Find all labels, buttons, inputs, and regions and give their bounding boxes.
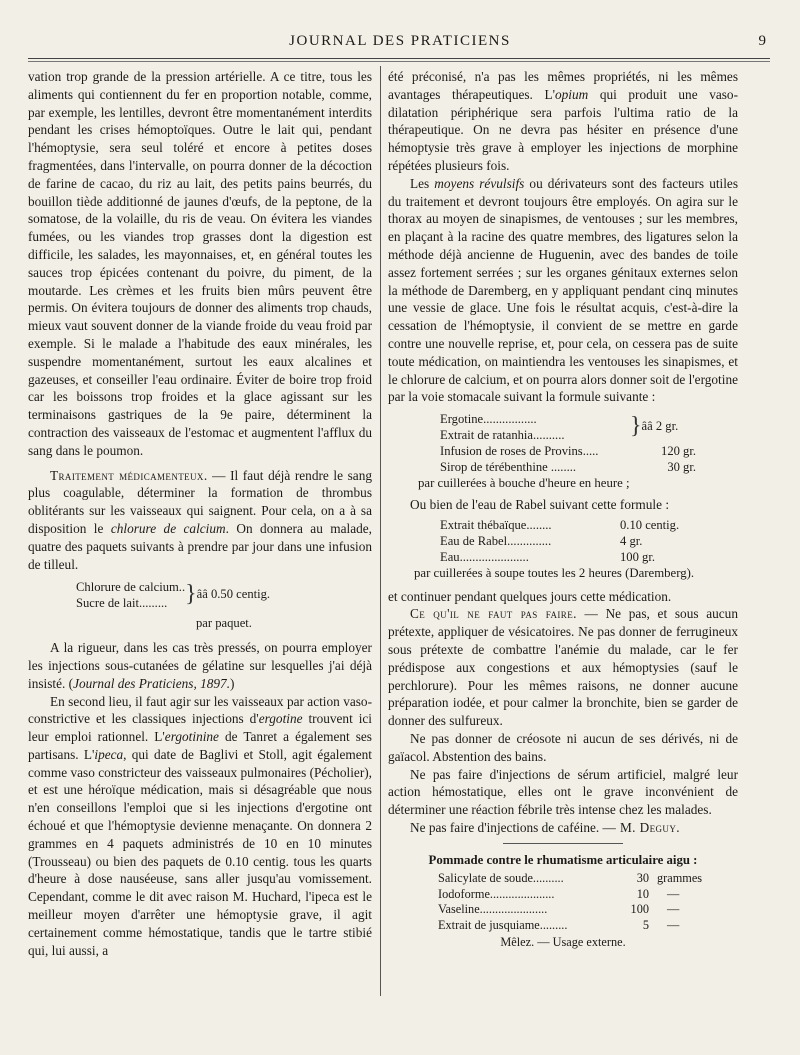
paragraph-cafeine: Ne pas faire d'injections de caféine. — M. Deguy.	[410, 819, 680, 835]
recipe-formula	[438, 871, 738, 933]
left-column	[28, 68, 372, 959]
header-rule-secondary	[28, 61, 770, 62]
recipe-row: Extrait de jusquiame......... 5 —	[438, 917, 680, 932]
paragraph-creosote: Ne pas donner de créosote ni aucun de ses dérivés, ni de gaïacol. Abstention des bains.	[388, 730, 738, 764]
paragraph-diet: vation trop grande de la pression artérielle. A ce titre, tous les aliments qui contiennent du fer en proportion notable, comme, par exemple, les lentilles, devront être momentanément interdits pendant les crises hémoptoïques. Outre le lait qui, pendant l'hémoptysie, sera seul toléré et encore à petites doses fragmentées, dans l'intervalle, on pourra donner de la décoction de farine de cacao, du riz au lait, des petits pains beurrés, du bouillon tiède additionné de jaunes d'œufs, de la peptone, de la somatose, de la volaille, du ris de veau. On évitera les viandes fumées, ou les viandes trop grasses dont la digestion est difficile, les salades, les mayonnaises, et, en général toutes les sauces trop épicées contenant du poivre, du piment, de la moutarde. Les crèmes et les fruits bien mûrs peuvent être permis. On évitera toujours de donner des aliments trop chauds, mieux vaut souvent donner de la viande froide du veau froid par exemple. Si le malade a l'habitude des eaux minérales, les suspendre momentanément, surtout les eaux alcalines et gazeuses, et conseiller l'eau ordinaire. Éviter de boire trop froid car les boissons trop froides et la glace agissant sur les terminaisons gastriques de la 9e paire, déterminent la contraction des vaisseaux de l'estomac et augmentent l'afflux du sang dans le poumon.	[28, 69, 372, 458]
recipe-row: Vaseline...................... 100 —	[438, 902, 680, 917]
paragraph-vasoconstrictive: En second lieu, il faut agir sur les vaisseaux par action vaso-constrictive et les classiques injections d'ergotine trouvent ici leur emploi rationnel. L'ergotinine de Tanret a également ses partisans. L'ipeca, qui date de Baglivi et Stoll, agit également comme vaso constricteur des vaisseaux pulmonaires (Pécholier), et est une héroïque médication, mais si désagréable que nous n'en conseillons l'emploi que si les injections d'ergotine ont échoué et que l'hémoptysie devienne menaçante. On donnera 2 grammes en 4 paquets administrés de 10 en 10 minutes (Trousseau) ou bien des paquets de 0.10 centig. tous les quarts d'heure à dose nauséeuse, sans aller jusqu'au vomissement. Cependant, comme le dit avec raison M. Huchard, l'ipeca est le meilleur moyen d'arrêter une hémoptysie grave, il agit certainement comme hémostatique, tandis que le tartre stibié qui, lui aussi, a	[28, 693, 372, 958]
formula-dose: ââ 2 gr.	[641, 419, 679, 434]
formula-dose: ââ 0.50 centig.	[196, 587, 271, 602]
emphasis-chlorure: chlorure de calcium	[110, 520, 226, 536]
recipe-title: Pommade contre le rhumatisme articulaire aigu :	[428, 852, 698, 867]
paragraph-medical-treatment: Traitement médicamenteux. — Il faut déjà rendre le sang plus coagulable, déterminer la formation de thrombus oblitérants sur les vaisseaux qui saignent. Pour cela, on a à sa disposition le chlorure de calcium. On donnera au malade, quatre des paquets suivants à prendre par jour dans une infusion de tilleul.	[28, 467, 372, 572]
right-column	[388, 68, 738, 952]
paragraph-gelatine: A la rigueur, dans les cas très pressés, on pourra employer les injections sous-cutanées de gélatine sur lesquelles j'ai déjà insisté. (Journal des Praticiens, 1897.)	[28, 640, 372, 691]
paragraph-revulsifs: Les moyens révulsifs ou dérivateurs sont des facteurs utiles du traitement et devront toujours être employés. On agira sur le thorax au moyen de sinapismes, de ventouses ; sur les membres, en plaçant à la racine des quatre membres, des ligatures selon la méthode déjà ancienne de Huguenin, avec des bandes de toile assez fortement serrées ; sur les organes génitaux externes selon la méthode de Daremberg, en y appliquant pendant cinq minutes une vessie de glace. Une fois le résultat acquis, c'est-à-dire la cessation de l'hémoptysie, il convient de se mettre en garde contre une nouvelle reprise, et, pour cela, on cessera pas de suite toute médication, on maintiendra les ventouses les sinapismes, et le chlorure de calcium, et on pourra alors donner soit de l'ergotine par la voie stomacale suivant la formule suivante :	[388, 175, 738, 405]
paragraph-rabel-intro: Ou bien de l'eau de Rabel suivant cette formule :	[410, 496, 670, 512]
recipe-row: Salicylate de soude.......... 30 grammes	[438, 871, 703, 886]
paragraph-contraindications: Ce qu'il ne faut pas faire. — Ne pas, et sous aucun prétexte, appliquer de vésicatoires. Ne pas donner de ferrugineux sous prétexte de combattre l'anémie du malade, car le fer prédispose aux congestions et aux hémoptysies (sauf le perchlorure). Pour les mêmes raisons, ne donner aucune préparation iodée, et pour calmer la bronchite, bien se garder de donner des sulfureux.	[388, 606, 738, 729]
formula-note: par paquet.	[196, 616, 252, 631]
brace-icon: }	[630, 413, 642, 440]
citation-reference: Journal des Praticiens, 1897.	[73, 675, 231, 691]
formula-item: Ergotine.................	[440, 412, 537, 427]
formula-item: Sucre de lait.........	[76, 596, 168, 611]
author-signature: — M. Deguy.	[602, 819, 680, 835]
recipe-footer: Mêlez. — Usage externe.	[500, 935, 626, 950]
formula-rabel: Extrait thébaïque........ 0.10 centig. Eau de Rabel.............. 4 gr. Eau...................... 100 gr.	[440, 517, 680, 564]
paragraph-continue: et continuer pendant quelques jours cette médication.	[388, 588, 672, 604]
formula-note: par cuillerées à bouche d'heure en heure ;	[418, 476, 630, 491]
header-rule	[28, 58, 770, 59]
formula-note: par cuillerées à soupe toutes les 2 heures (Daremberg).	[414, 565, 695, 580]
formula-item: Extrait de ratanhia..........	[440, 428, 565, 443]
section-heading-contraindications: Ce qu'il ne faut pas faire.	[410, 606, 577, 622]
recipe-row: Iodoforme..................... 10 —	[438, 886, 680, 901]
paragraph-opium: été préconisé, n'a pas les mêmes propriétés, ni les mêmes avantages thérapeutiques. L'opium qui produit une vaso-dilatation périphérique sera parfois l'ultima ratio de la thérapeutique. On ne devra pas hésiter en présence d'une hémoptysie très grave à employer les injections de morphine répétées plusieurs fois.	[388, 69, 738, 173]
formula-ergotine: Ergotine................. Extrait de ratanhia.......... } ââ 2 gr. Infusion de roses de Provins..... 120 gr. Sirop de térébenthine ........ 30 gr.	[440, 412, 696, 475]
section-heading-treatment: Traitement médicamenteux.	[50, 467, 208, 483]
journal-title: JOURNAL DES PRATICIENS	[289, 33, 511, 49]
paragraph-serum: Ne pas faire d'injections de sérum artificiel, malgré leur action hémostatique, elles ont le grave inconvénient de déterminer une réaction fébrile très intense chez les malades.	[388, 766, 738, 818]
page-number: 9	[758, 33, 766, 49]
running-header	[30, 30, 770, 52]
formula-calcium	[76, 579, 372, 633]
brace-icon: }	[185, 581, 197, 608]
column-divider	[380, 66, 381, 996]
section-separator	[503, 843, 623, 844]
formula-item: Chlorure de calcium..	[76, 580, 186, 595]
